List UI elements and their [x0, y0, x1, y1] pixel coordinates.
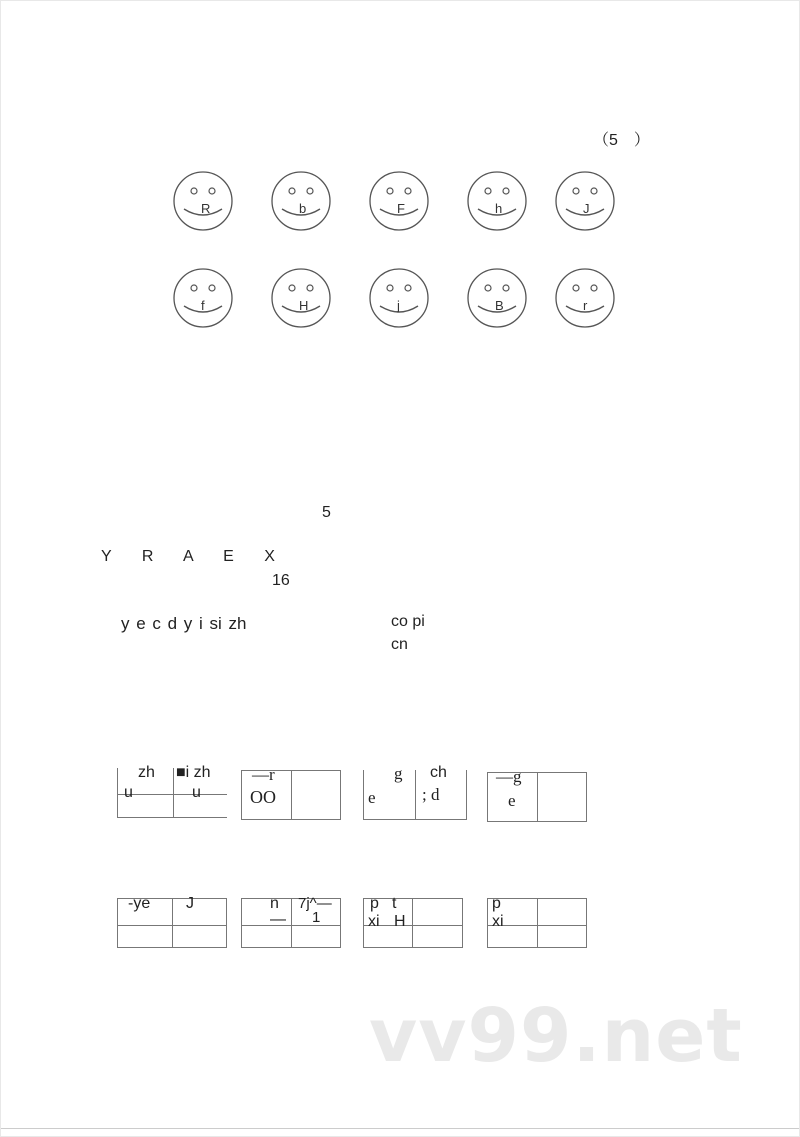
box-text: n	[270, 895, 279, 912]
box-text: ch	[430, 764, 447, 781]
box-divider	[537, 899, 538, 947]
box-text: p	[492, 895, 501, 912]
face-letter: F	[397, 201, 405, 216]
box-divider	[537, 773, 538, 821]
box-divider	[291, 771, 292, 819]
box-text: J	[186, 895, 194, 912]
box-text: -ye	[128, 895, 151, 912]
smiley-face	[465, 266, 529, 330]
smiley-face	[367, 169, 431, 233]
box-text: 7j^—	[298, 895, 332, 912]
face-letter: b	[299, 201, 307, 216]
smiley-face	[367, 266, 431, 330]
smiley-face	[465, 169, 529, 233]
box-text: g	[394, 764, 403, 783]
face-letter: r	[583, 298, 588, 313]
box-text: OO	[250, 787, 276, 807]
box-text: xi	[492, 913, 504, 930]
letter-sequence: Y R A E X	[101, 548, 288, 565]
box-text: —g	[496, 767, 522, 786]
box-text: zh	[138, 764, 155, 781]
pinyin-box-4	[487, 767, 587, 822]
box-text: u	[192, 784, 201, 801]
face-letter: j	[397, 298, 400, 313]
pinyin-box-5	[117, 895, 227, 948]
pinyin-box-1	[117, 764, 227, 818]
face-letter: R	[201, 201, 211, 216]
box-divider	[291, 899, 292, 947]
section1-score: （5 ）	[593, 132, 650, 149]
box-text: ; d	[422, 785, 440, 804]
pinyin-right-2: cn	[391, 636, 408, 653]
box-text: ■i zh	[176, 764, 211, 781]
pinyin-box-2	[241, 765, 341, 820]
box-divider	[172, 899, 173, 947]
box-divider	[173, 768, 174, 817]
face-letter: f	[201, 298, 205, 313]
smiley-face	[171, 266, 235, 330]
watermark: vv99.net	[369, 993, 743, 1079]
box-text: t	[392, 895, 397, 912]
box-text: —	[270, 911, 286, 928]
pinyin-left: y e c d y i si zh	[121, 614, 247, 633]
box-text: e	[508, 791, 516, 810]
box-text: H	[394, 913, 406, 930]
pinyin-box-6	[241, 895, 341, 948]
box-baseline	[242, 925, 340, 926]
smiley-face	[269, 169, 333, 233]
box-text: 1	[312, 909, 321, 926]
box-divider	[412, 899, 413, 947]
face-letter: H	[299, 298, 309, 313]
smiley-face	[171, 169, 235, 233]
box-text: e	[368, 788, 376, 807]
box-text: —r	[252, 765, 275, 784]
smiley-face	[269, 266, 333, 330]
smiley-face	[553, 169, 617, 233]
box-text: p	[370, 895, 379, 912]
pinyin-right-1: co pi	[391, 613, 425, 630]
section2-score2: 16	[272, 572, 290, 589]
pinyin-box-7	[363, 895, 463, 948]
page-bottom-border	[1, 1128, 799, 1129]
box-divider	[415, 770, 416, 819]
section2-score: 5	[322, 504, 331, 521]
box-baseline	[118, 794, 227, 795]
pinyin-box-8	[487, 895, 587, 948]
box-text: u	[124, 784, 133, 801]
face-letter: h	[495, 201, 503, 216]
box-text: xi	[368, 913, 380, 930]
pinyin-box-3	[363, 764, 467, 820]
face-letter: J	[583, 201, 590, 216]
face-letter: B	[495, 298, 504, 313]
box-baseline	[118, 925, 226, 926]
smiley-face	[553, 266, 617, 330]
